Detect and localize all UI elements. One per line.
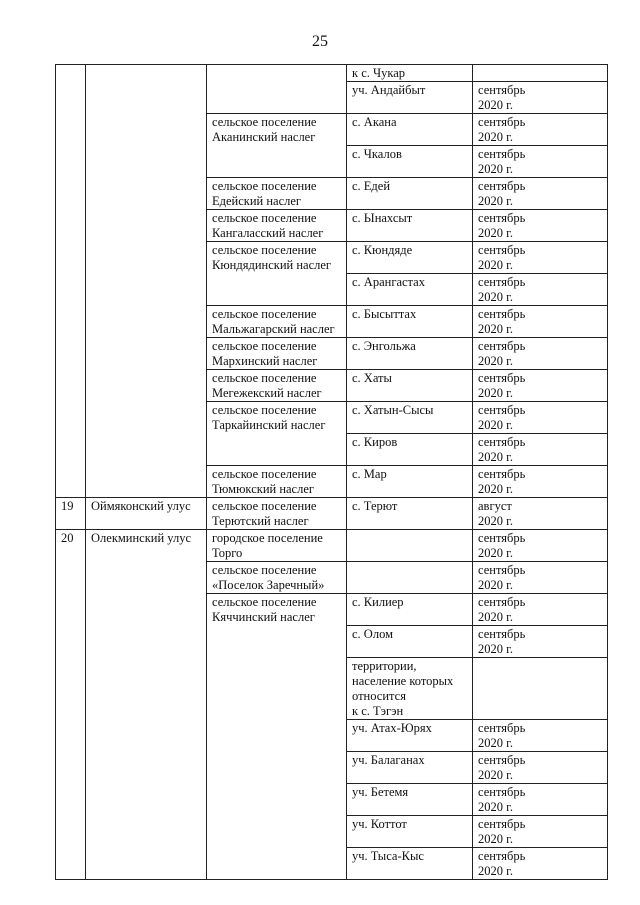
date-cell: сентябрь 2020 г.: [473, 816, 608, 848]
date-cell: сентябрь 2020 г.: [473, 402, 608, 434]
date-cell: сентябрь 2020 г.: [473, 274, 608, 306]
locality-cell: с. Килиер: [347, 594, 473, 626]
settlement-cell: сельское поселение Терютский наслег: [207, 498, 347, 530]
settlement-cell: сельское поселение Мальжагарский наслег: [207, 306, 347, 338]
locality-cell: с. Ынахсыт: [347, 210, 473, 242]
row-number-cell: [56, 65, 86, 498]
settlement-cell: сельское поселение Едейский наслег: [207, 178, 347, 210]
locality-cell: с. Арангастах: [347, 274, 473, 306]
locality-cell: уч. Бетемя: [347, 784, 473, 816]
locality-cell: с. Акана: [347, 114, 473, 146]
district-cell: Олекминский улус: [86, 530, 207, 880]
settlement-cell: сельское поселение Кангаласский наслег: [207, 210, 347, 242]
row-number-cell: 20: [56, 530, 86, 880]
date-cell: сентябрь 2020 г.: [473, 594, 608, 626]
settlement-cell: сельское поселение Кюндядинский наслег: [207, 242, 347, 306]
date-cell: сентябрь 2020 г.: [473, 114, 608, 146]
locality-cell: с. Хатын-Сысы: [347, 402, 473, 434]
date-cell: сентябрь 2020 г.: [473, 210, 608, 242]
date-cell: сентябрь 2020 г.: [473, 626, 608, 658]
date-cell: сентябрь 2020 г.: [473, 784, 608, 816]
locality-cell: с. Хаты: [347, 370, 473, 402]
locality-cell: с. Чкалов: [347, 146, 473, 178]
table-row: [56, 530, 608, 562]
locality-cell: с. Мар: [347, 466, 473, 498]
settlement-cell: сельское поселение Аканинский наслег: [207, 114, 347, 178]
date-cell: сентябрь 2020 г.: [473, 434, 608, 466]
district-cell: Оймяконский улус: [86, 498, 207, 530]
locality-cell: [347, 562, 473, 594]
settlement-cell: [207, 65, 347, 114]
district-cell: [86, 65, 207, 498]
date-cell: сентябрь 2020 г.: [473, 466, 608, 498]
table-row: [56, 65, 608, 82]
settlement-cell: сельское поселение Тюмюкский наслег: [207, 466, 347, 498]
date-cell: сентябрь 2020 г.: [473, 82, 608, 114]
schedule-table: [55, 64, 608, 880]
date-cell: сентябрь 2020 г.: [473, 530, 608, 562]
locality-cell: с. Энгольжа: [347, 338, 473, 370]
page-number: 25: [312, 33, 328, 50]
settlement-cell: сельское поселение «Поселок Заречный»: [207, 562, 347, 594]
locality-cell: территории, население которых относится к с. Тэгэн: [347, 658, 473, 720]
table-row: [56, 498, 608, 530]
date-cell: [473, 65, 608, 82]
date-cell: сентябрь 2020 г.: [473, 146, 608, 178]
locality-cell: к с. Чукар: [347, 65, 473, 82]
date-cell: сентябрь 2020 г.: [473, 562, 608, 594]
locality-cell: уч. Тыса-Кыс: [347, 848, 473, 880]
date-cell: сентябрь 2020 г.: [473, 338, 608, 370]
locality-cell: уч. Андайбыт: [347, 82, 473, 114]
locality-cell: с. Едей: [347, 178, 473, 210]
locality-cell: уч. Атах-Юрях: [347, 720, 473, 752]
date-cell: [473, 658, 608, 720]
locality-cell: уч. Коттот: [347, 816, 473, 848]
locality-cell: с. Кюндяде: [347, 242, 473, 274]
date-cell: август 2020 г.: [473, 498, 608, 530]
locality-cell: уч. Балаганах: [347, 752, 473, 784]
settlement-cell: сельское поселение Мегежекский наслег: [207, 370, 347, 402]
locality-cell: с. Бысыттах: [347, 306, 473, 338]
date-cell: сентябрь 2020 г.: [473, 306, 608, 338]
date-cell: сентябрь 2020 г.: [473, 752, 608, 784]
date-cell: сентябрь 2020 г.: [473, 848, 608, 880]
settlement-cell: сельское поселение Мархинский наслег: [207, 338, 347, 370]
locality-cell: с. Киров: [347, 434, 473, 466]
locality-cell: [347, 530, 473, 562]
date-cell: сентябрь 2020 г.: [473, 720, 608, 752]
settlement-cell: сельское поселение Кяччинский наслег: [207, 594, 347, 880]
date-cell: сентябрь 2020 г.: [473, 370, 608, 402]
locality-cell: с. Олом: [347, 626, 473, 658]
locality-cell: с. Терют: [347, 498, 473, 530]
row-number-cell: 19: [56, 498, 86, 530]
date-cell: сентябрь 2020 г.: [473, 178, 608, 210]
settlement-cell: сельское поселение Таркайинский наслег: [207, 402, 347, 466]
date-cell: сентябрь 2020 г.: [473, 242, 608, 274]
settlement-cell: городское поселение Торго: [207, 530, 347, 562]
